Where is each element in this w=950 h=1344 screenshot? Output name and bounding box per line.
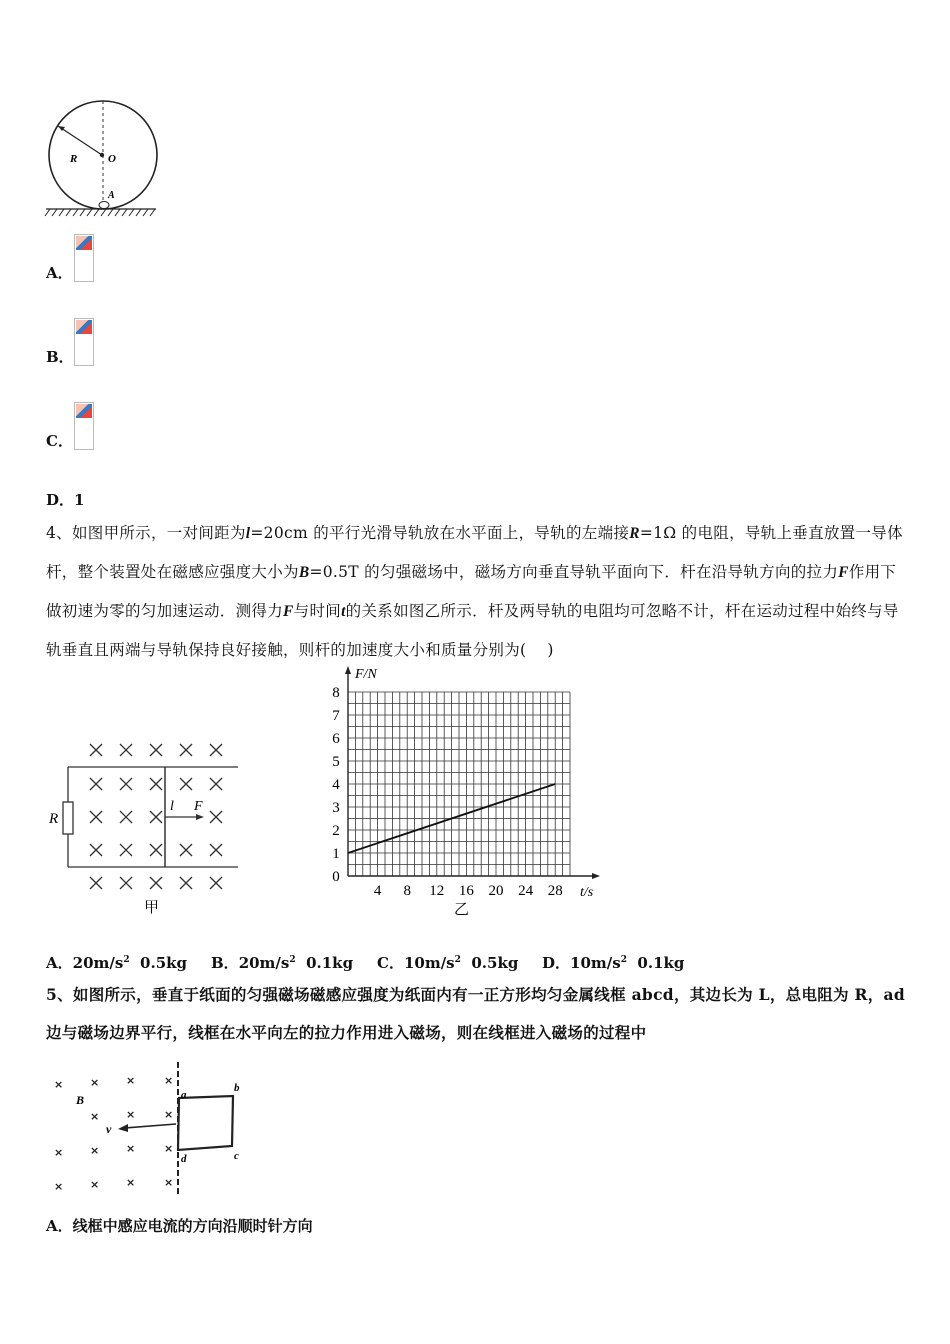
x-tick-label: 4 <box>373 883 382 899</box>
field-cross-icon: × <box>164 1074 174 1087</box>
x-tick-label: 8 <box>403 883 411 899</box>
field-cross-icon: × <box>54 1078 64 1091</box>
option-text: 线框中感应电流的方向沿顺时针方向 <box>72 1217 313 1235</box>
field-cross-icon <box>120 811 132 823</box>
force-label: F <box>194 799 203 814</box>
answer-c[interactable] <box>377 952 518 973</box>
answer-d[interactable] <box>542 952 684 973</box>
field-cross-icon <box>150 877 162 889</box>
field-cross-icon: × <box>164 1142 174 1155</box>
answer-letter: B． <box>211 954 239 972</box>
answer-sup: 2 <box>620 955 627 965</box>
x-tick-label: 28 <box>547 883 563 899</box>
answer-a[interactable] <box>46 952 187 973</box>
corner-b-label: b <box>234 1082 240 1094</box>
field-cross-icon <box>180 778 192 790</box>
field-cross-icon <box>90 778 102 790</box>
x-axis-arrow <box>592 873 600 879</box>
field-cross-icon <box>90 811 102 823</box>
field-cross-icon <box>150 811 162 823</box>
chart-ticks <box>332 685 562 899</box>
q4-text-b: =20cm 的平行光滑导轨放在水平面上，导轨的左端接 <box>250 524 630 542</box>
q4-text-a: 如图甲所示，一对间距为 <box>71 524 246 542</box>
y-tick-label: 6 <box>332 731 340 747</box>
field-cross-icon <box>120 744 132 756</box>
center-label: O <box>108 153 116 165</box>
answer-letter: D． <box>542 954 571 972</box>
answer-sup: 2 <box>454 955 461 965</box>
field-cross-icon <box>210 744 222 756</box>
option-d-letter: D． <box>46 491 75 509</box>
field-cross-icon <box>210 811 222 823</box>
question-5-text <box>46 976 906 1052</box>
broken-image-icon <box>74 402 94 450</box>
field-cross-icon <box>150 778 162 790</box>
field-cross-icon <box>180 877 192 889</box>
answer-mass: 0.5kg <box>140 954 188 972</box>
field-cross-icon <box>120 877 132 889</box>
q4-text-g: 的关系如图乙所示．杆及两导轨的电阻均可忽略不计，杆在运动过程中始终与导轨垂直且两端与导轨保持良好接触，则杆的加速度大小和质量分别为( ) <box>46 602 899 659</box>
q4-l-label: l <box>245 525 251 542</box>
broken-image-icon <box>74 318 94 366</box>
field-cross-icon: × <box>54 1146 64 1159</box>
y-tick-label: 8 <box>332 685 340 701</box>
answer-letter: C． <box>377 954 404 972</box>
y-tick-label: 7 <box>332 708 340 724</box>
field-label: B <box>76 1093 85 1107</box>
field-cross-icon <box>120 778 132 790</box>
answer-mass: 0.1kg <box>306 954 354 972</box>
radius-label: R <box>70 153 78 165</box>
q4-text-c: =1Ω 的电阻，导轨上垂直放置一导体杆，整个装置处在磁感应强度大小为 <box>46 524 903 581</box>
field-cross-icon <box>210 877 222 889</box>
q4-r-label: R <box>629 525 640 542</box>
figure-caption-jia: 甲 <box>144 898 160 916</box>
field-cross-icon <box>210 844 222 856</box>
x-axis-label: t/s <box>580 885 594 900</box>
answer-mass: 0.1kg <box>637 954 685 972</box>
answer-sup: 2 <box>289 955 296 965</box>
corner-d-label: d <box>181 1153 187 1165</box>
option-c-letter: C． <box>46 432 73 450</box>
y-tick-label: 3 <box>332 800 340 816</box>
q4-t-label: t <box>341 603 346 620</box>
field-cross-icon <box>90 877 102 889</box>
x-tick-label: 20 <box>488 883 504 899</box>
answer-sup: 2 <box>123 955 130 965</box>
point-label: A <box>108 190 115 201</box>
y-axis-arrow <box>345 666 351 674</box>
y-tick-label: 1 <box>332 846 340 862</box>
velocity-label: v <box>106 1122 112 1136</box>
field-cross-icon: × <box>90 1144 100 1157</box>
field-cross-icon: × <box>164 1108 174 1121</box>
option-d <box>46 489 84 510</box>
option-d-text: 1 <box>74 491 85 509</box>
field-cross-icon: × <box>164 1176 174 1189</box>
q4-text-f: 与时间 <box>293 602 342 620</box>
question-4-text <box>46 514 906 669</box>
field-cross-icon: × <box>126 1108 136 1121</box>
field-cross-icon <box>90 744 102 756</box>
option-letter: A． <box>46 1217 73 1235</box>
q5-text: 如图所示，垂直于纸面的匀强磁场磁感应强度为纸面内有一正方形均匀金属线框 abcd，其边长为 L，总电阻为 R，ad 边与磁场边界平行，线框在水平向左的拉力作用进入磁场，则在线框进入磁场的过程中 <box>46 985 905 1042</box>
field-cross-icon: × <box>126 1074 136 1087</box>
chart-grid <box>348 692 570 876</box>
ft-chart <box>318 660 618 925</box>
field-cross-icon <box>210 778 222 790</box>
broken-image-icon <box>74 234 94 282</box>
q4-f-label-2: F <box>283 603 294 620</box>
corner-c-label: c <box>234 1150 239 1162</box>
question-number: 5、 <box>46 985 73 1004</box>
length-label: l <box>170 799 174 814</box>
answer-value: 10m/s <box>403 954 455 972</box>
field-cross-icon <box>120 844 132 856</box>
q5-option-a[interactable] <box>46 1215 313 1236</box>
q4-text-e: 作用下做初速为零的匀加速运动．测得力 <box>46 563 897 620</box>
circle-figure <box>44 96 164 220</box>
y-axis-label: F/N <box>355 667 377 682</box>
field-cross-icon <box>180 844 192 856</box>
answer-value: 20m/s <box>72 954 124 972</box>
field-cross-icon <box>150 744 162 756</box>
answer-value: 10m/s <box>570 954 621 972</box>
y-tick-label: 5 <box>332 754 340 770</box>
field-cross-icon: × <box>90 1178 100 1191</box>
question-number: 4、 <box>46 524 72 542</box>
y-tick-label: 0 <box>332 869 340 885</box>
y-tick-label: 4 <box>332 777 340 793</box>
q4-text-d: =0.5T 的匀强磁场中，磁场方向垂直导轨平面向下．杆在沿导轨方向的拉力 <box>309 563 839 581</box>
option-a-letter: A． <box>46 264 73 282</box>
field-cross-icon: × <box>90 1076 100 1089</box>
field-cross-icon: × <box>126 1176 136 1189</box>
x-tick-label: 24 <box>518 883 534 899</box>
answer-letter: A． <box>46 954 73 972</box>
x-tick-label: 12 <box>429 883 445 899</box>
answer-b[interactable] <box>211 952 353 973</box>
figure-square-loop <box>44 1058 264 1198</box>
field-cross-icon <box>90 844 102 856</box>
figure-rails <box>44 730 244 920</box>
field-cross-icon: × <box>54 1180 64 1193</box>
field-cross-icon: × <box>126 1142 136 1155</box>
resistor-label: R <box>49 811 59 827</box>
option-b-letter: B． <box>46 348 74 366</box>
answer-value: 20m/s <box>238 954 290 972</box>
field-cross-icon: × <box>90 1110 100 1123</box>
q4-b-label: B <box>298 564 310 581</box>
field-cross-icon <box>150 844 162 856</box>
figure-caption-yi: 乙 <box>454 900 470 918</box>
y-tick-label: 2 <box>332 823 340 839</box>
answer-mass: 0.5kg <box>471 954 519 972</box>
corner-a-label: a <box>181 1089 187 1101</box>
x-tick-label: 16 <box>458 883 474 899</box>
field-cross-icon <box>180 744 192 756</box>
q4-f-label: F <box>838 564 849 581</box>
